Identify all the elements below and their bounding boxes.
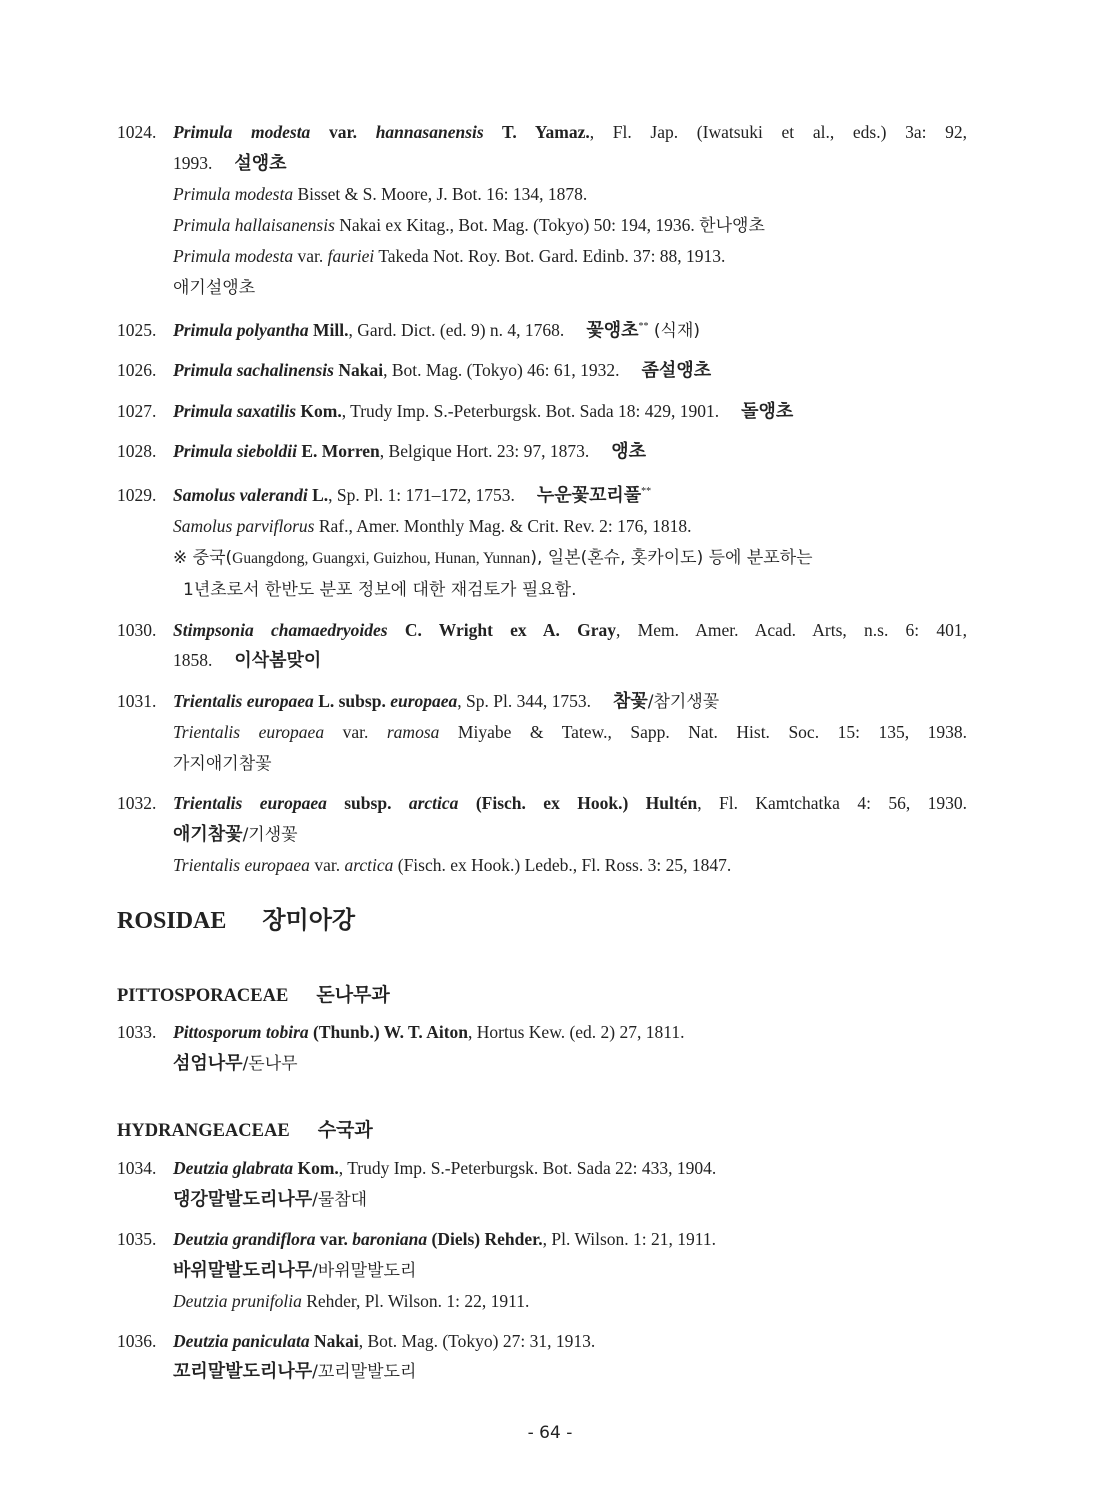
infraspecific: arctica — [408, 793, 459, 814]
korean-name: 앵초 — [611, 441, 647, 463]
scientific-name: Deutzia paniculata — [173, 1330, 310, 1351]
synonym-citation: Nakai ex Kitag., Bot. Mag. (Tokyo) 50: 194, 1936. — [334, 214, 700, 235]
family-korean-name: 수국과 — [317, 1119, 373, 1141]
entry-number: 1025. — [117, 319, 157, 340]
entry-number: 1026. — [117, 360, 157, 381]
entry-1025-line-1 — [117, 312, 967, 346]
entry-number: 1027. — [117, 400, 157, 421]
citation: , Pl. Wilson. 1: 21, 1911. — [542, 1229, 717, 1249]
entry-number: 1031. — [117, 690, 157, 711]
author: (Diels) Rehder. — [431, 1229, 543, 1249]
citation-year: 1993. — [173, 152, 213, 173]
synonym-citation: (Fisch. ex Hook.) Ledeb., Fl. Ross. 3: 25, 1847. — [393, 855, 732, 876]
species: modesta — [251, 122, 311, 142]
subclass-latin-name: ROSIDAE — [117, 908, 227, 934]
scientific-name: Trientalis europaea — [173, 793, 327, 814]
citation: , Fl. Kamtchatka 4: 56, 1930. — [697, 793, 967, 814]
korean-name: 애기참꽃 — [173, 823, 243, 845]
entry-1029 — [117, 477, 967, 606]
infraspecific: hannasanensis — [375, 122, 484, 142]
synonym-line — [117, 210, 967, 242]
double-asterisk-mark: ** — [641, 485, 652, 497]
korean-name: 돌앵초 — [741, 400, 794, 422]
genus: Primula — [173, 122, 233, 142]
entry-1035-line-1 — [117, 1224, 967, 1255]
synonym-infra: fauriei — [327, 246, 375, 266]
citation: , Gard. Dict. (ed. 9) n. 4, 1768. — [348, 319, 565, 340]
synonym-citation: Rehder, Pl. Wilson. 1: 22, 1911. — [301, 1291, 530, 1311]
alt-korean-name: /꼬리말발도리 — [312, 1362, 417, 1382]
synonym-name: Primula modesta — [173, 246, 294, 266]
alt-korean-name: /참기생꽃 — [647, 691, 720, 712]
korean-name: 설앵초 — [234, 152, 287, 174]
korean-name: 섬엄나무 — [173, 1052, 243, 1074]
entry-1033-line-1 — [117, 1017, 967, 1048]
author: Nakai — [338, 360, 384, 381]
entry-number: 1028. — [117, 441, 157, 462]
entry-1032-line-1 — [117, 788, 967, 819]
alt-korean-name: /바위말발도리 — [312, 1260, 417, 1281]
entry-1029-line-1 — [117, 477, 967, 511]
entry-1030-line-1 — [117, 615, 967, 646]
entry-1026 — [117, 355, 967, 387]
note-line-2 — [117, 574, 967, 606]
family-korean-name: 돈나무과 — [316, 984, 390, 1006]
entry-list-primulaceae — [117, 117, 967, 890]
citation-year: 1858. — [173, 650, 213, 671]
author: L. — [312, 484, 329, 505]
entry-1025 — [117, 312, 967, 346]
infraspecific: europaea — [390, 690, 458, 711]
entry-1033-line-2 — [117, 1048, 967, 1080]
rank: var. — [309, 855, 345, 876]
note-regions: Guangdong, Guangxi, Guizhou, Hunan, Yunnan — [232, 549, 531, 567]
hydrangeaceae-entries — [117, 1153, 967, 1397]
citation: , Bot. Mag. (Tokyo) 46: 61, 1932. — [383, 360, 620, 381]
korean-name: 참꽃 — [612, 690, 648, 712]
entry-1035-line-2 — [117, 1255, 967, 1287]
synonym-korean-name: 한나앵초 — [699, 215, 765, 236]
scientific-name: Primula sachalinensis — [173, 360, 334, 381]
rank: var. — [328, 122, 358, 142]
scientific-name: Trientalis europaea — [173, 690, 314, 711]
note-text: ), 일본(혼슈, 홋카이도) 등에 분포하는 — [530, 547, 813, 568]
entry-1030 — [117, 615, 967, 677]
alt-korean-name: /돈나무 — [242, 1053, 298, 1074]
synonym-name: Trientalis europaea — [173, 722, 325, 743]
citation: , Trudy Imp. S.-Peterburgsk. Bot. Sada 22: 433, 1904. — [338, 1158, 717, 1178]
korean-name: 꼬리말발도리나무 — [173, 1361, 313, 1382]
rank: subsp. — [338, 690, 386, 711]
entry-1031 — [117, 686, 967, 780]
scientific-name: Primula sieboldii — [173, 441, 297, 462]
citation: , Mem. Amer. Acad. Arts, n.s. 6: 401, — [616, 619, 968, 640]
family-latin-name: HYDRANGEACEAE — [117, 1121, 290, 1141]
korean-name: 좀설앵초 — [641, 360, 712, 382]
synonym-line — [117, 511, 967, 542]
double-asterisk-mark: ** — [638, 321, 649, 332]
korean-name: 꽃앵초 — [586, 319, 639, 341]
author: Mill. — [313, 319, 349, 340]
scientific-name: Deutzia glabrata — [173, 1158, 294, 1178]
alt-korean-name: /기생꽃 — [242, 824, 298, 845]
rank: var. — [293, 246, 328, 266]
entry-1032-line-2 — [117, 819, 967, 851]
scientific-name: Primula saxatilis — [173, 400, 297, 421]
scientific-name: Deutzia grandiflora — [173, 1229, 316, 1249]
rank: var. — [324, 722, 387, 743]
citation: , Trudy Imp. S.-Peterburgsk. Bot. Sada 18: 429, 1901. — [341, 400, 720, 421]
subclass-korean-name: 장미아강 — [262, 906, 356, 934]
scientific-name: Stimpsonia chamaedryoides — [173, 619, 388, 640]
entry-1027-line-1 — [117, 396, 967, 428]
synonym-line — [117, 850, 967, 881]
family-heading-pittosporaceae — [117, 980, 390, 1007]
alt-korean-name: /물참대 — [312, 1189, 368, 1210]
synonym-name: Samolus parviflorus — [173, 516, 315, 537]
entry-1032 — [117, 788, 967, 881]
citation: , Belgique Hort. 23: 97, 1873. — [379, 441, 590, 462]
author: T. Yamaz. — [502, 122, 590, 142]
author: L. — [318, 690, 335, 711]
author: Kom. — [297, 1158, 339, 1178]
synonym-line — [117, 1286, 967, 1317]
note-text: ※ 중국( — [173, 547, 233, 568]
page-number: - 64 - — [527, 1423, 573, 1443]
synonym-line — [117, 241, 967, 272]
synonym-citation: Takeda Not. Roy. Bot. Gard. Edinb. 37: 88, 1913. — [374, 246, 726, 266]
scientific-name: Pittosporum tobira — [173, 1022, 309, 1042]
entry-1028 — [117, 436, 967, 468]
author: Kom. — [300, 400, 342, 421]
entry-1027 — [117, 396, 967, 428]
rank: subsp. — [344, 793, 392, 814]
synonym-korean-name: 가지애기참꽃 — [173, 753, 272, 774]
entry-number: 1029. — [117, 484, 157, 505]
entry-1024 — [117, 117, 967, 303]
korean-name: 바위말발도리나무 — [173, 1259, 313, 1281]
entry-1035 — [117, 1224, 967, 1317]
annotation: (식재) — [648, 320, 700, 341]
entry-number: 1030. — [117, 619, 157, 640]
entry-number: 1034. — [117, 1158, 157, 1178]
entry-1036-line-2 — [117, 1356, 967, 1388]
synonym-citation: Raf., Amer. Monthly Mag. & Crit. Rev. 2: 176, 1818. — [314, 516, 692, 537]
entry-number: 1036. — [117, 1330, 157, 1351]
note-text: 1년초로서 한반도 분포 정보에 대한 재검토가 필요함. — [183, 580, 577, 601]
entry-1034-line-2 — [117, 1184, 967, 1216]
entry-1026-line-1 — [117, 355, 967, 387]
entry-number: 1032. — [117, 793, 157, 814]
synonym-name: Deutzia prunifolia — [173, 1291, 302, 1311]
entry-number: 1035. — [117, 1229, 157, 1249]
author: Nakai — [314, 1330, 359, 1351]
family-heading-hydrangeaceae — [117, 1115, 373, 1142]
synonym-name: Trientalis europaea — [173, 855, 310, 876]
synonym-infra: arctica — [344, 855, 394, 876]
entry-1034 — [117, 1153, 967, 1215]
citation: , Hortus Kew. (ed. 2) 27, 1811. — [468, 1022, 685, 1042]
entry-number: 1024. — [117, 122, 157, 142]
family-latin-name: PITTOSPORACEAE — [117, 986, 289, 1006]
author: E. Morren — [301, 441, 380, 462]
citation: , Bot. Mag. (Tokyo) 27: 31, 1913. — [358, 1330, 596, 1351]
rank: var. — [319, 1229, 348, 1249]
citation: , Sp. Pl. 344, 1753. — [457, 690, 591, 711]
synonym-name: Primula hallaisanensis — [173, 214, 335, 235]
entry-1024-line-1 — [117, 117, 967, 148]
synonym-line — [117, 717, 967, 748]
author: (Thunb.) W. T. Aiton — [313, 1022, 469, 1042]
synonym-line — [117, 179, 967, 210]
entry-1033 — [117, 1017, 967, 1079]
scientific-name: Samolus valerandi — [173, 484, 308, 505]
note-line-1 — [117, 542, 967, 575]
entry-1030-line-2 — [117, 645, 967, 677]
synonym-korean-line — [117, 748, 967, 780]
entry-number: 1033. — [117, 1022, 157, 1042]
entry-1036-line-1 — [117, 1326, 967, 1357]
entry-1028-line-1 — [117, 436, 967, 468]
scientific-name: Primula polyantha — [173, 319, 309, 340]
synonym-infra: ramosa — [386, 722, 440, 743]
korean-name: 댕강말발도리나무 — [173, 1188, 313, 1210]
synonym-korean-line — [117, 272, 967, 304]
citation: , Sp. Pl. 1: 171–172, 1753. — [328, 484, 515, 505]
synonym-korean-name: 애기설앵초 — [173, 277, 256, 298]
synonym-name: Primula modesta — [173, 184, 294, 204]
korean-name: 이삭봄맞이 — [234, 650, 322, 672]
korean-name: 누운꽃꼬리풀 — [536, 484, 642, 506]
subclass-heading — [117, 900, 355, 935]
entry-1031-line-1 — [117, 686, 967, 718]
synonym-citation: Miyabe & Tatew., Sapp. Nat. Hist. Soc. 15: 135, 1938. — [439, 722, 967, 743]
entry-1024-line-2 — [117, 148, 967, 180]
entry-1036 — [117, 1326, 967, 1388]
synonym-citation: Bisset & S. Moore, J. Bot. 16: 134, 1878. — [293, 184, 588, 204]
author: (Fisch. ex Hook.) Hultén — [475, 793, 698, 814]
entry-1034-line-1 — [117, 1153, 967, 1184]
author: C. Wright ex A. Gray — [404, 619, 617, 640]
citation: , Fl. Jap. (Iwatsuki et al., eds.) 3a: 92, — [589, 122, 968, 142]
infraspecific: baroniana — [352, 1229, 428, 1249]
